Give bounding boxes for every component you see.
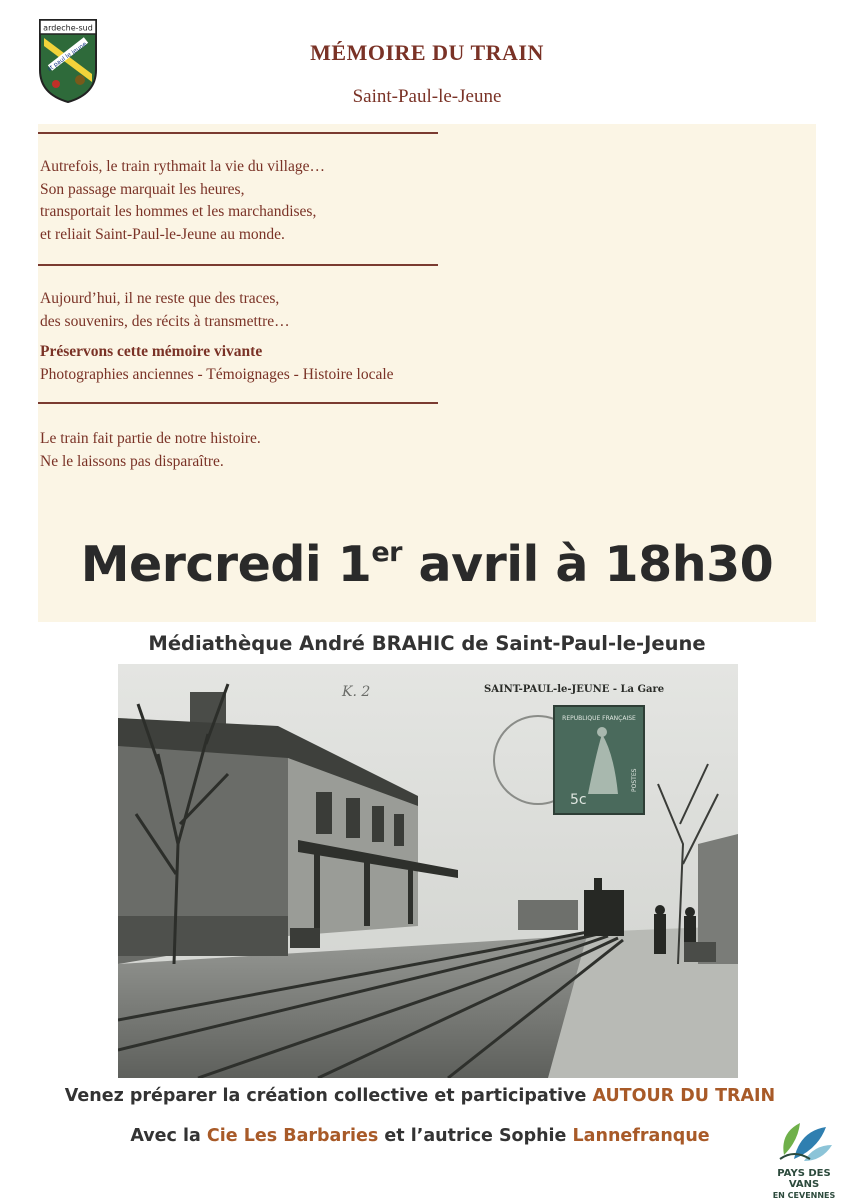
postcard-annotation: K. 2 <box>342 684 371 700</box>
station-postcard-illustration <box>118 664 738 1078</box>
logo-text-top: ardeche-sud <box>43 23 93 33</box>
footer-line-1-text: Venez préparer la création collective et participative <box>64 1086 593 1106</box>
intro-line: Autrefois, le train rythmait la vie du village… <box>40 158 325 175</box>
pays-logo-line-1: PAYS DES VANS <box>777 1168 831 1190</box>
intro-line: transportait les hommes et les marchandises, <box>40 203 317 220</box>
stamp-value: 5c <box>570 792 587 808</box>
author-name: Lannefranque <box>572 1126 710 1146</box>
closing-paragraph <box>40 428 261 473</box>
preservation-highlight: Préservons cette mémoire vivante <box>40 343 263 360</box>
postcard-caption: SAINT-PAUL-le-JEUNE - La Gare <box>484 684 665 695</box>
divider-2 <box>38 264 438 266</box>
page-title: MÉMOIRE DU TRAIN <box>310 40 544 65</box>
closing-line: Ne le laissons pas disparaître. <box>40 452 224 470</box>
event-date <box>38 536 816 593</box>
pays-des-vans-text <box>764 1168 844 1201</box>
company-name: Cie Les Barbaries <box>206 1126 379 1146</box>
closing-line: Le train fait partie de notre histoire. <box>40 430 261 447</box>
station-postcard-photo <box>118 664 738 1078</box>
footer-line-2-prefix: Avec la <box>130 1126 207 1146</box>
ardeche-sud-logo <box>38 18 98 104</box>
page-subtitle: Saint-Paul-le-Jeune <box>352 86 502 107</box>
intro-line: et reliait Saint-Paul-le-Jeune au monde. <box>40 225 285 243</box>
leaf-logo-icon <box>770 1115 838 1165</box>
event-date-suffix: avril à 18h30 <box>402 536 774 593</box>
footer-line-1 <box>20 1086 820 1106</box>
logo-text-mid: st paul le jeune <box>46 40 89 73</box>
pays-logo-line-2: EN CEVENNES <box>772 1191 836 1200</box>
event-date-sup: er <box>371 537 402 568</box>
divider-3 <box>38 402 438 404</box>
coat-of-arms-icon <box>38 18 98 104</box>
footer-line-1-accent: AUTOUR DU TRAIN <box>592 1086 776 1106</box>
today-line: des souvenirs, des récits à transmettre… <box>40 312 290 330</box>
footer-line-2 <box>20 1126 820 1146</box>
intro-paragraph <box>40 156 325 246</box>
divider-1 <box>38 132 438 134</box>
intro-line: Son passage marquait les heures, <box>40 180 245 198</box>
today-line: Aujourd’hui, il ne reste que des traces, <box>40 290 280 307</box>
preservation-topics: Photographies anciennes - Témoignages - Histoire locale <box>40 365 394 383</box>
preservation-block <box>40 341 394 386</box>
stamp-text: REPUBLIQUE FRANÇAISE <box>562 715 636 722</box>
event-date-prefix: Mercredi 1 <box>80 536 372 593</box>
today-paragraph <box>40 288 290 333</box>
footer-line-2-mid: et l’autrice Sophie <box>378 1126 573 1146</box>
stamp-side-text: POSTES <box>631 768 638 792</box>
event-venue: Médiathèque André BRAHIC de Saint-Paul-le-Jeune <box>148 632 706 655</box>
